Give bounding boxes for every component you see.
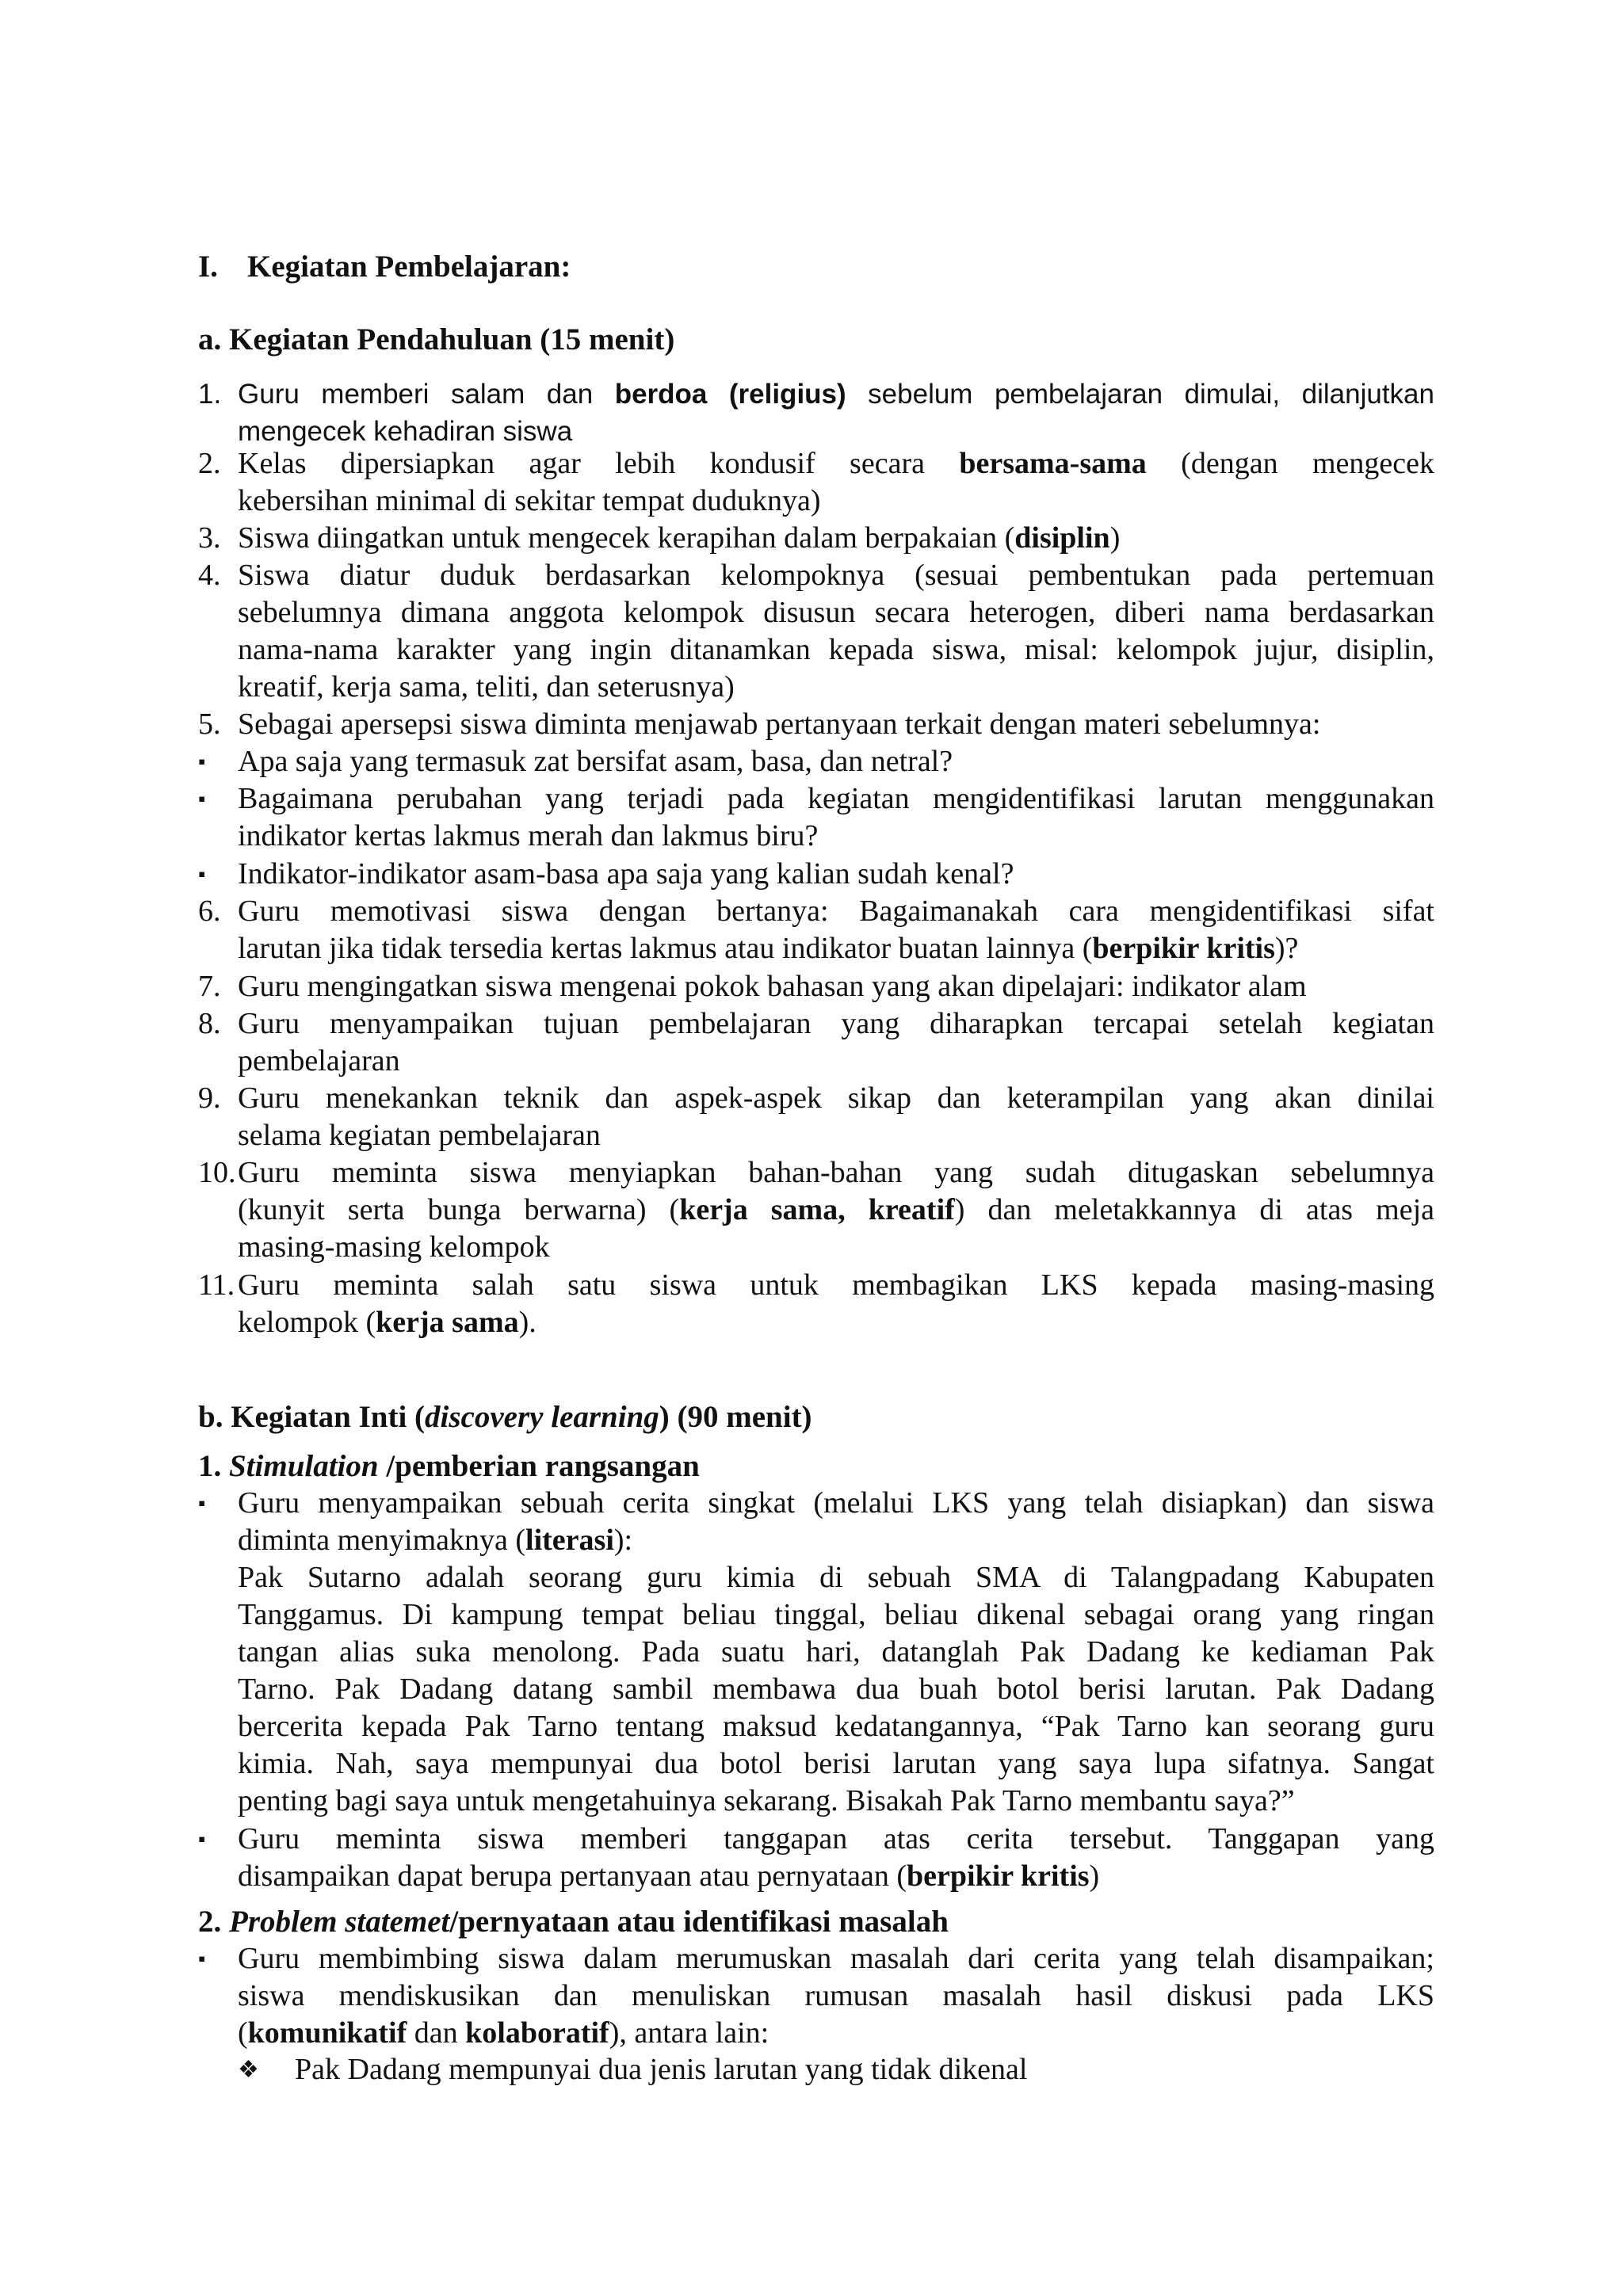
bullet-square-icon: ▪ [198, 1492, 206, 1515]
bold-text: berpikir kritis [907, 1859, 1090, 1893]
text-run: ) [1089, 1859, 1100, 1893]
step-number: 2. [198, 1905, 222, 1939]
subsection-a-letter: a. [198, 322, 222, 357]
item-text [238, 780, 1434, 855]
text-run: ) [1109, 521, 1121, 555]
item-text [238, 1821, 1434, 1895]
story-line: penting bagi saya untuk mengetahuinya sekarang. Bisakah Pak Tarno membantu saya?” [238, 1784, 1295, 1817]
text-run: diminta menyimaknya ( [238, 1524, 526, 1557]
step-number: 1. [198, 1449, 222, 1483]
bold-text: kerja sama [376, 1306, 519, 1339]
text-run: (dengan mengecek [1146, 447, 1434, 480]
text-line: Guru meminta siswa menyiapkan bahan-bahan yang sudah ditugaskan sebelumnya [238, 1156, 1434, 1189]
bold-text: disiplin [1014, 521, 1110, 555]
bold-text: berdoa (religius) [614, 379, 846, 410]
item-text [238, 743, 1434, 780]
text-line: nama-nama karakter yang ingin ditanamkan kepada siswa, misal: kelompok jujur, disiplin, [238, 633, 1434, 666]
text-run: ), antara lain: [609, 2016, 769, 2050]
text-line: Siswa diatur duduk berdasarkan kelompoknya (sesuai pembentukan pada pertemuan [238, 559, 1434, 592]
list-item [198, 706, 1434, 743]
text-run: ( [238, 2016, 248, 2050]
list-item [198, 376, 1434, 450]
step-2-heading [198, 1903, 949, 1940]
text-line: indikator kertas lakmus merah dan lakmus biru? [238, 819, 819, 852]
text-line: Indikator-indikator asam-basa apa saja yang kalian sudah kenal? [238, 857, 1014, 891]
text-line: selama kegiatan pembelajaran [238, 1119, 601, 1152]
text-line: Guru menyampaikan sebuah cerita singkat (melalui LKS yang telah disiapkan) dan siswa [238, 1486, 1434, 1520]
bold-text: berpikir kritis [1092, 932, 1275, 965]
text-line: sebelumnya dimana anggota kelompok disusun secara heterogen, diberi nama berdasarkan [238, 596, 1434, 629]
bullet-item [198, 1485, 1434, 1820]
italic-text: Problem statemet [229, 1905, 450, 1939]
bullet-square-icon: ▪ [198, 1947, 206, 1970]
bullet-square-icon: ▪ [198, 788, 206, 810]
italic-text: Stimulation [229, 1449, 379, 1483]
text-line: Guru memotivasi siswa dengan bertanya: Bagaimanakah cara mengidentifikasi sifat [238, 894, 1434, 928]
item-text [238, 445, 1434, 520]
item-text [238, 706, 1434, 743]
diamond-bullet-item [238, 2051, 1434, 2088]
bullet-item [198, 856, 1434, 893]
text-run: dan [407, 2016, 466, 2050]
story-line: Pak Sutarno adalah seorang guru kimia di sebuah SMA di Talangpadang Kabupaten [238, 1561, 1434, 1594]
text-run: disampaikan dapat berupa pertanyaan atau pernyataan ( [238, 1859, 907, 1893]
text-line: Guru menyampaikan tujuan pembelajaran yang diharapkan tercapai setelah kegiatan [238, 1007, 1434, 1040]
text-line: masing-masing kelompok [238, 1230, 550, 1264]
story-line: kimia. Nah, saya mempunyai dua botol berisi larutan yang saya lupa sifatnya. Sangat [238, 1747, 1434, 1780]
item-number: 3. [198, 521, 221, 555]
text-line: Bagaimana perubahan yang terjadi pada kegiatan mengidentifikasi larutan menggunakan [238, 782, 1434, 815]
text-line: Apa saja yang termasuk zat bersifat asam, basa, dan netral? [238, 745, 953, 778]
item-text [238, 1080, 1434, 1154]
item-number: 7. [198, 970, 221, 1003]
subsection-b-letter: b. [198, 1400, 223, 1434]
item-text [238, 1267, 1434, 1341]
item-number: 8. [198, 1007, 221, 1040]
text-line: Guru mengingatkan siswa mengenai pokok bahasan yang akan dipelajari: indikator alam [238, 970, 1307, 1003]
text-line: Sebagai apersepsi siswa diminta menjawab pertanyaan terkait dengan materi sebelumnya: [238, 707, 1321, 741]
bullet-item [198, 1940, 1434, 2052]
item-text [238, 557, 1434, 706]
section-heading [198, 248, 571, 285]
text-run: ) dan meletakkannya di atas meja [954, 1193, 1434, 1226]
item-number: 9. [198, 1081, 221, 1115]
item-number: 11. [198, 1268, 235, 1302]
text-run: Guru memberi salam dan [238, 379, 615, 410]
list-item [198, 1005, 1434, 1080]
story-line: Tarno. Pak Dadang datang sambil membawa dua buah botol berisi larutan. Pak Dadang [238, 1672, 1434, 1706]
story-line: Tanggamus. Di kampung tempat beliau tinggal, beliau dikenal sebagai orang yang ringan [238, 1598, 1434, 1631]
item-text [238, 1154, 1434, 1266]
list-item [198, 520, 1434, 557]
item-number: 1. [198, 379, 222, 410]
text-run: Kegiatan Inti ( [231, 1400, 426, 1434]
story-line: bercerita kepada Pak Tarno tentang maksud kedatangannya, “Pak Tarno kan seorang guru [238, 1710, 1434, 1743]
list-item [198, 1267, 1434, 1341]
list-item [198, 1080, 1434, 1154]
text-run: larutan jika tidak tersedia kertas lakmus atau indikator buatan lainnya ( [238, 932, 1093, 965]
text-run: sebelum pembelajaran dimulai, dilanjutkan [846, 379, 1434, 410]
text-run: ): [613, 1524, 633, 1557]
text-run: )? [1274, 932, 1299, 965]
list-item [198, 1154, 1434, 1266]
item-number: 10. [198, 1156, 236, 1189]
item-text [238, 1005, 1434, 1080]
section-number: I. [198, 250, 218, 284]
italic-text: discovery learning [425, 1400, 659, 1434]
bullet-item [198, 743, 1434, 780]
bold-text: kerja sama, kreatif [679, 1193, 955, 1226]
subsection-a-title: Kegiatan Pendahuluan (15 menit) [229, 322, 675, 357]
text-line: siswa mendiskusikan dan menuliskan rumusan masalah hasil diskusi pada LKS [238, 1979, 1434, 2012]
text-run: Kelas dipersiapkan agar lebih kondusif secara [238, 447, 960, 480]
subsection-b-heading [198, 1398, 812, 1436]
bold-text: komunikatif [247, 2016, 407, 2050]
item-text [238, 856, 1434, 893]
bold-text: literasi [525, 1524, 614, 1557]
list-item [198, 557, 1434, 706]
text-run: (kunyit serta bunga berwarna) ( [238, 1193, 680, 1226]
text-line: mengecek kehadiran siswa [238, 416, 573, 447]
item-number: 2. [198, 447, 221, 480]
item-text [238, 968, 1434, 1005]
text-line: kreatif, kerja sama, teliti, dan seterusnya) [238, 670, 735, 704]
step-1-heading [198, 1447, 700, 1485]
bullet-item [198, 780, 1434, 855]
text-line: Guru membimbing siswa dalam merumuskan masalah dari cerita yang telah disampaikan; [238, 1942, 1434, 1975]
text-line: Pak Dadang mempunyai dua jenis larutan yang tidak dikenal [295, 2053, 1028, 2086]
text-run: /pernyataan atau identifikasi masalah [449, 1905, 949, 1939]
item-number: 6. [198, 894, 221, 928]
list-item [198, 445, 1434, 520]
list-item [198, 893, 1434, 967]
item-text [238, 1485, 1434, 1820]
text-line: pembelajaran [238, 1044, 400, 1077]
list-item [198, 968, 1434, 1005]
section-title: Kegiatan Pembelajaran: [247, 250, 571, 284]
text-line: Guru menekankan teknik dan aspek-aspek sikap dan keterampilan yang akan dinilai [238, 1081, 1434, 1115]
text-run: /pemberian rangsangan [378, 1449, 700, 1483]
diamond-bullet-icon: ❖ [238, 2057, 259, 2083]
subsection-a-heading [198, 321, 674, 358]
text-line: kebersihan minimal di sekitar tempat duduknya) [238, 484, 821, 517]
text-run: ) (90 menit) [659, 1400, 812, 1434]
bullet-square-icon: ▪ [198, 1828, 206, 1851]
text-run: kelompok ( [238, 1306, 376, 1339]
item-text [238, 520, 1434, 557]
story-line: tangan alias suka menolong. Pada suatu hari, datanglah Pak Dadang ke kediaman Pak [238, 1635, 1434, 1669]
item-text [238, 376, 1434, 450]
bold-text: kolaboratif [465, 2016, 609, 2050]
bullet-square-icon: ▪ [198, 750, 206, 773]
item-text [295, 2051, 1434, 2088]
item-number: 4. [198, 559, 221, 592]
item-text [238, 893, 1434, 967]
text-run: ). [518, 1306, 537, 1339]
text-line: Guru meminta salah satu siswa untuk membagikan LKS kepada masing-masing [238, 1268, 1434, 1302]
text-run: Siswa diingatkan untuk mengecek kerapihan dalam berpakaian ( [238, 521, 1015, 555]
item-text [238, 1940, 1434, 2052]
bullet-item [198, 1821, 1434, 1895]
bold-text: bersama-sama [959, 447, 1147, 480]
item-number: 5. [198, 707, 221, 741]
text-line: Guru meminta siswa memberi tanggapan atas cerita tersebut. Tanggapan yang [238, 1822, 1434, 1855]
bullet-square-icon: ▪ [198, 863, 206, 886]
